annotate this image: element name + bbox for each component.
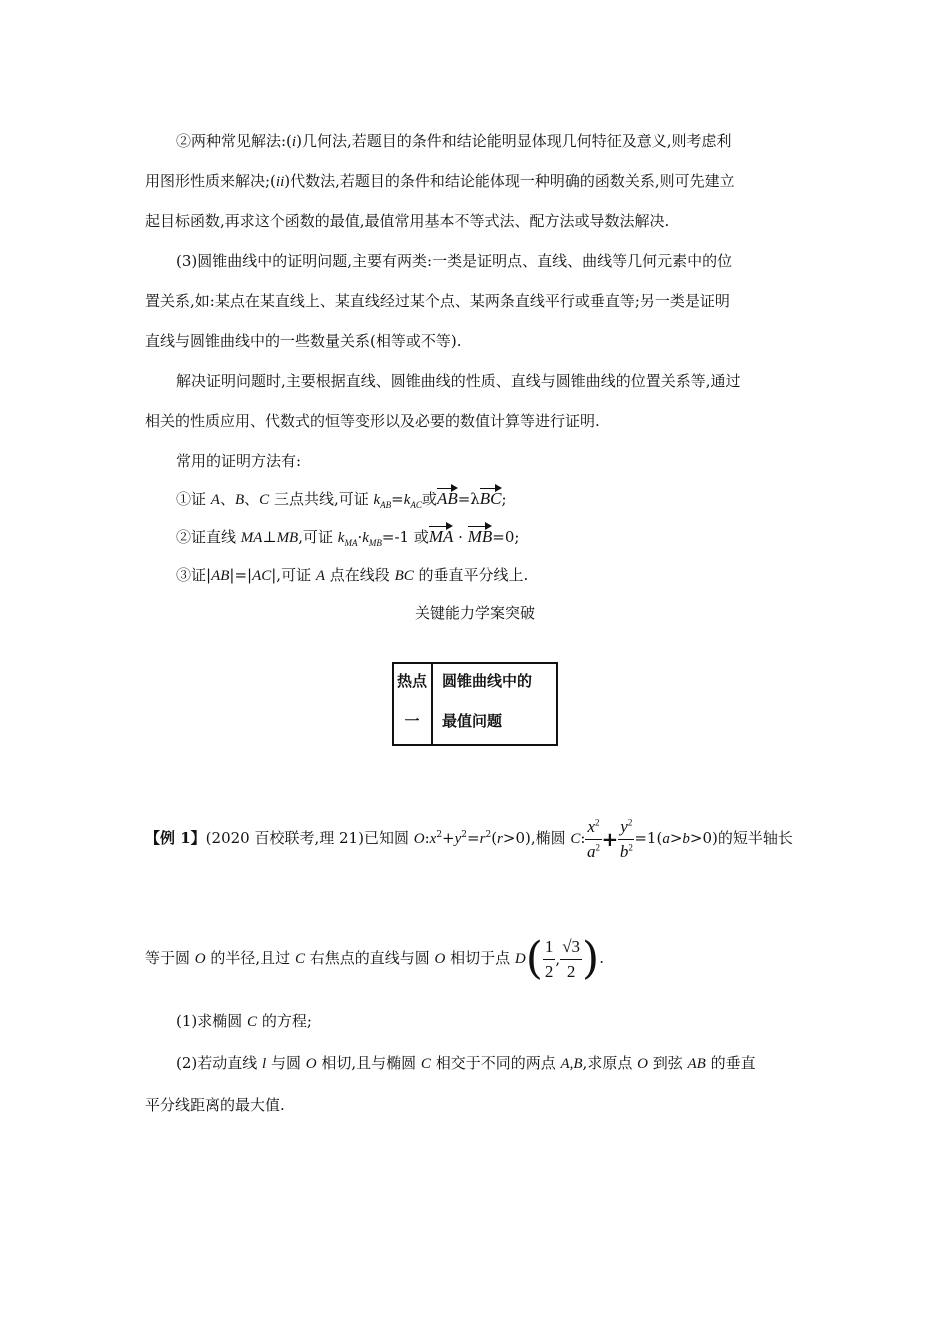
para-proof-approach-line1: 解决证明问题时,主要根据直线、圆锥曲线的性质、直线与圆锥曲线的位置关系等,通过 (176, 372, 741, 390)
section-heading: 关键能力学案突破 (414, 604, 535, 622)
para-proof-problems-line3: 直线与圆锥曲线中的一些数量关系(相等或不等). (145, 332, 462, 350)
vector-BC: BC (479, 489, 502, 508)
para-proof-problems-line1: (3)圆锥曲线中的证明问题,主要有两类:一类是证明点、直线、曲线等几何元素中的位 (176, 252, 733, 270)
example-label: 【例 1】 (145, 829, 206, 847)
para-solution-methods-line2: 用图形性质来解决;(ii)代数法,若题目的条件和结论能体现一种明确的函数关系,则可先建立 (145, 172, 735, 190)
right-paren: ) (582, 933, 600, 984)
vector-AB: AB (436, 489, 458, 508)
vector-MA: MA (428, 527, 454, 546)
question-2-line2: 平分线距离的最大值. (145, 1096, 285, 1114)
hotpoint-label: 热点 一 (396, 672, 427, 730)
fraction-y2-b2: $\frac{y^2}{b^2}$ (619, 816, 633, 861)
left-paren: ( (525, 933, 543, 984)
example-1-statement: 【例 1】(2020 百校联考,理 21)已知圆 $O:x^2+y^2=r^2(r>0)$,椭圆 C: $\frac{x^2}{a^2}$ + $\frac{y^2}{b^2}$ =1(a>b>0)的短半轴长 (145, 808, 793, 868)
para-common-methods: 常用的证明方法有: (176, 452, 302, 470)
method-2-perpendicular: ②证直线 MA⊥MB,可证 $k_{MA}\cdot k_{MB}=-1$ 或MA · MB=0; (176, 527, 520, 548)
question-1: (1)求椭圆 C 的方程; (176, 1012, 312, 1030)
para-solution-methods-line1: ②两种常见解法:(i)几何法,若题目的条件和结论能明显体现几何特征及意义,则考虑利 (176, 132, 732, 150)
method-1-collinear: ①证 A、B、C 三点共线,可证 $k_{AB}=k_{AC}$或AB=λBC; (176, 489, 507, 510)
hotpoint-topic: 圆锥曲线中的 最值问题 (442, 672, 533, 730)
hotpoint-divider (431, 664, 433, 744)
vector-MB: MB (467, 527, 493, 546)
example-1-statement-cont: 等于圆 O 的半径,且过 C 右焦点的直线与圆 O 相切于点 D( $\frac{1}{2}$ , $\frac{√3}{2}$ ). (145, 933, 604, 984)
para-solution-methods-line3: 起目标函数,再求这个函数的最值,最值常用基本不等式法、配方法或导数法解决. (145, 212, 670, 230)
fraction-half: $\frac{1}{2}$ (544, 936, 554, 981)
para-proof-problems-line2: 置关系,如:某点在某直线上、某直线经过某个点、某两条直线平行或垂直等;另一类是证明 (145, 292, 730, 310)
hotpoint-box (392, 662, 558, 746)
method-3-bisector: ③证|AB|=|AC|,可证 A 点在线段 BC 的垂直平分线上. (176, 566, 529, 584)
fraction-sqrt3-half: $\frac{√3}{2}$ (562, 936, 581, 981)
para-proof-approach-line2: 相关的性质应用、代数式的恒等变形以及必要的数值计算等进行证明. (145, 412, 600, 430)
question-2-line1: (2)若动直线 l 与圆 O 相切,且与椭圆 C 相交于不同的两点 A,B,求原点 O 到弦 AB 的垂直 (176, 1054, 756, 1072)
fraction-x2-a2: $\frac{x^2}{a^2}$ (587, 816, 600, 861)
